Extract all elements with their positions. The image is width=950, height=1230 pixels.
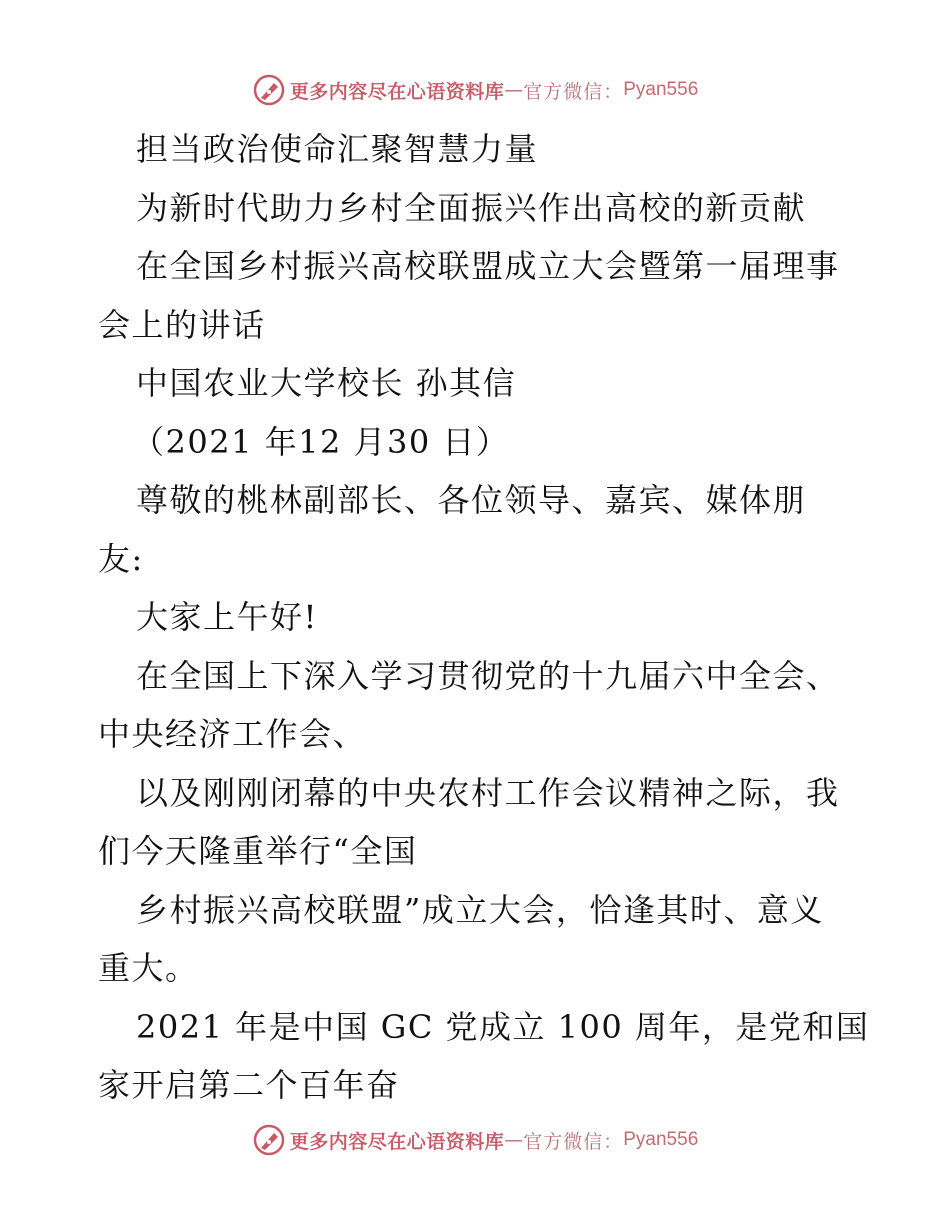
subtitle-line-2: 会上的讲话	[98, 305, 266, 344]
paragraph-line-1: 在全国上下深入学习贯彻党的十九届六中全会、	[136, 656, 840, 695]
document-body	[98, 120, 870, 1115]
paragraph-line-3: 以及刚刚闭幕的中央农村工作会议精神之际，我	[136, 773, 840, 812]
watermark-header	[0, 70, 950, 110]
salutation-line-2: 友:	[98, 539, 144, 578]
pen-nib-logo-icon	[252, 73, 286, 107]
greeting-line: 大家上午好!	[136, 598, 318, 636]
paragraph-line-6: 重大。	[98, 949, 199, 987]
paragraph-line-4: 们今天隆重举行“全国	[98, 832, 418, 870]
watermark-separator: —	[504, 1129, 524, 1151]
watermark-brand: 更多内容尽在心语资料库	[289, 80, 505, 103]
title-line-2: 为新时代助力乡村全面振兴作出高校的新贡献	[136, 188, 807, 227]
watermark-official-label: 官方微信：	[523, 1130, 624, 1153]
title-line-1: 担当政治使命汇聚智慧力量	[136, 130, 539, 168]
speaker-line: 中国农业大学校长 孙其信	[136, 364, 517, 402]
watermark-separator: —	[504, 79, 524, 101]
watermark-wechat-id: Pyan556	[623, 1129, 699, 1150]
salutation-line-1: 尊敬的桃林副部长、各位领导、嘉宾、媒体朋	[136, 481, 807, 519]
watermark-brand: 更多内容尽在心语资料库	[289, 1130, 505, 1153]
watermark-official-label: 官方微信：	[523, 80, 624, 103]
paragraph-line-2: 中央经济工作会、	[98, 715, 367, 753]
watermark-footer	[0, 1120, 950, 1160]
subtitle-line-1: 在全国乡村振兴高校联盟成立大会暨第一届理事	[136, 247, 840, 285]
watermark-wechat-id: Pyan556	[623, 79, 699, 100]
paragraph-line-8: 家开启第二个百年奋	[98, 1066, 400, 1104]
paragraph-line-7: 2021 年是中国 GC 党成立 100 周年，是党和国	[136, 1007, 870, 1046]
date-line: （2021 年12 月30 日）	[132, 422, 510, 461]
paragraph-line-5: 乡村振兴高校联盟”成立大会，恰逢其时、意义	[136, 890, 824, 929]
pen-nib-logo-icon	[252, 1123, 286, 1157]
